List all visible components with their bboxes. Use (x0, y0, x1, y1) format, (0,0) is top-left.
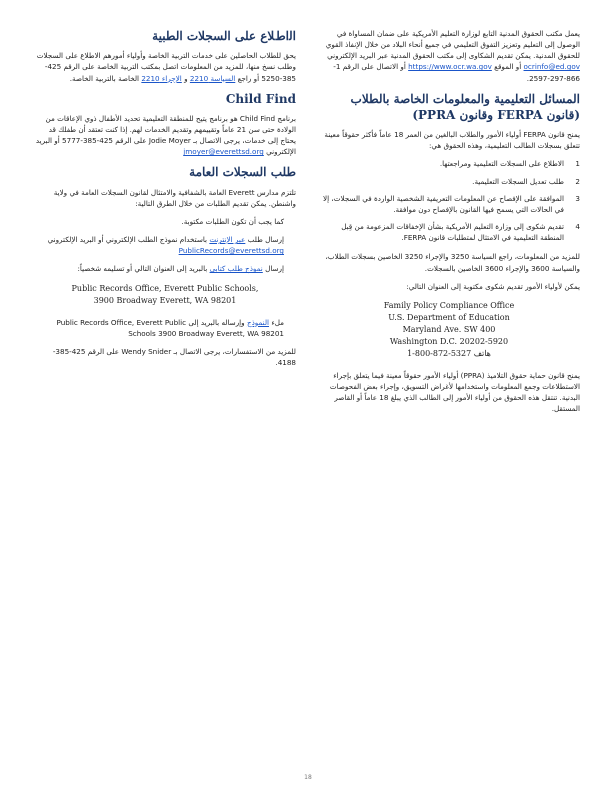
public-records-note: ﻛﻤﺎ ﻳﺠﺐ ﺃﻥ ﺗﻜﻮﻥ ﺍﻟﻄﻠﺒﺎﺕ ﻣﻜﺘﻮﺑﺔ. (181, 216, 284, 226)
medical-records-heading: ﺍﻟﺍﻁﻼﻉ ﻋﻠﻰ ﺍﻟﺴﺠﻼﺕ ﺍﻟﻄﺒﻴﺔ (152, 29, 296, 43)
ferpa-ppra-heading: ﺍﻟﻤﺴﺎﺋﻞ ﺍﻟﺘﻌﻠﻴﻤﻴﺔ ﻭﺍﻟﻤﻌﻠﻮﻣﺎﺕ ﺍﻟﺨﺎﺻﺔ ﺑﺎﻟﻄﻼﺏ (ﻗﺎﻧﻮﻥ FERPA ﻭﻗﺎﻧﻮﻥ PPRA) (350, 91, 580, 122)
public-records-contact: ﻟﻠﻤﺰﻳﺪ ﻣﻦ ﺍﻻﺳﺘﻔﺴﺎﺭﺍﺕ، ﻳﺮﺟﻰ ﺍﻻﺗﺼﺎﻝ ﺑـ Wendy Snider ﻋﻠﻰ ﺍﻟﺮﻗﻢ 425-385-4188. (52, 346, 296, 368)
jmoyer-email-link[interactable]: jmoyer@everettsd.org (183, 147, 264, 157)
fpco-address: Family Policy Compliance Office U.S. Department of Education Maryland Ave. SW 400 Washington D.C. 20202-5920 1-800-872-5327 ﻫﺎﺗﻒ (383, 300, 515, 358)
page-number: 18 (304, 774, 312, 781)
ocr-website-link[interactable]: https://www.ocr.wa.gov (408, 62, 492, 72)
list-item: 4 ﺗﻘﺪﻳﻢ ﺷﻜﻮﻯ ﺇﻟﻰ ﻭﺯﺍﺭﺓ ﺍﻟﺘﻌﻠﻴﻢ ﺍﻷﻣﺮﻳﻜﻴﺔ ﺑﺸﺄﻥ ﺍﻹﺧﻔﺎﻗﺎﺕ ﺍﻟﻤﺰﻋﻮﻣﺔ ﻣﻦ ﻗِﺒﻞ ﺍﻟﻤﻨﻄﻘﺔ ﺍﻟﺘﻌﻠﻴﻤﻴﺔ ﻓﻲ ﺍﻻﻣﺘﺜﺎﻝ ﻟﻤﺘﻄﻠﺒﺎﺕ ﻗﺎﻧﻮﻥ FERPA. (341, 222, 580, 243)
medical-records-paragraph: ﻳﺤﻖ ﻟﻠﻄﻼﺏ ﺍﻟﺤﺎﺻﻠﻴﻦ ﻋﻠﻰ ﺧﺪﻣﺎﺕ ﺍﻟﺘﺮﺑﻴﺔ ﺍﻟﺨﺎﺻﺔ ﻭﺃﻭﻟﻴﺎﺀ ﺃﻣﻮﺭﻫﻢ ﺍﻻﻃﻼﻉ ﻋﻠﻰ ﺍﻟﺴﺠﻼﺕ ﻭﻃﻠﺐ ﻧﺴﺦ ﻣﻨﻬﺎ، ﻟﻠﻤﺰﻳﺪ ﻣﻦ ﺍﻟﻤﻌﻠﻮﻣﺎﺕ ﺍﺗﺼﻞ ﺑﻤﻜﺘﺐ ﺍﻟﺘﺮﺑﻴﺔ ﺍﻟﺨﺎﺻﺔ ﻋﻠﻰ ﺍﻟﺮﻗﻢ 425-385-5250 ﺃﻭ ﺭﺍﺟﻊ ﺍﻟﺴﻴﺎﺳﺔ 2210 ﻭ ﺍﻹﺟﺮﺍﺀ 2210 ﺍﻟﺨﺎﺻﺔ ﺑﺎﻟﺘﺮﺑﻴﺔ ﺍﻟﺨﺎﺻﺔ. (36, 51, 296, 83)
form-link[interactable]: ﺍﻟﻨﻤﻮﺫﺝ (246, 317, 270, 327)
ferpa-intro: ﻳﻤﻨﺢ ﻗﺎﻧﻮﻥ FERPA ﺃﻭﻟﻴﺎﺀ ﺍﻷﻣﻮﺭ ﻭﺍﻟﻄﻼﺏ ﺍﻟﺒﺎﻟﻐﻴﻦ ﻣﻦ ﺍﻟﻌﻤﺮ 18 ﻋﺎﻣﺎً ﻓﺄﻛﺜﺮ ﺣﻘﻮﻗﺎً ﻣﻌﻴﻨﺔ ﺗﺘﻌﻠﻖ ﺑﺴﺠﻼﺕ ﺍﻟﻄﺎﻟﺐ ﺍﻟﺘﻌﻠﻴﻤﻴﺔ، ﻭﻫﺬﻩ ﺍﻟﺤﻘﻮﻕ ﻫﻲ: (324, 130, 580, 151)
ocr-paragraph: ﻳﻌﻤﻞ ﻣﻜﺘﺐ ﺍﻟﺤﻘﻮﻕ ﺍﻟﻤﺪﻧﻴﺔ ﺍﻟﺘﺎﺑﻊ ﻟﻮﺯﺍﺭﺓ ﺍﻟﺘﻌﻠﻴﻢ ﺍﻷﻣﺮﻳﻜﻴﺔ ﻋﻠﻰ ﺿﻤﺎﻥ ﺍﻟﻤﺴﺎﻭﺍﺓ ﻓﻲ ﺍﻟﻮﺻﻮﻝ ﺇﻟﻰ ﺍﻟﺘﻌﻠﻴﻢ ﻭﺗﻌﺰﻳﺰ ﺍﻟﺘﻔﻮﻕ ﺍﻟﺘﻌﻠﻴﻤﻲ ﻓﻲ ﺟﻤﻴﻊ ﺃﻧﺤﺎﺀ ﺍﻟﺒﻼﺩ ﻣﻦ ﺧﻼﻝ ﺍﻹﻧﻔﺎﺫ ﺍﻟﻘﻮﻱ ﻟﻠﺤﻘﻮﻕ ﺍﻟﻤﺪﻧﻴﺔ. ﻳﻤﻜﻦ ﺗﻘﺪﻳﻢ ﺍﻟﺸﻜﺎﻭﻯ ﺇﻟﻰ ﻣﻜﺘﺐ ﺍﻟﺤﻘﻮﻕ ﺍﻟﻤﺪﻧﻴﺔ ﻋﺒﺮ ﺍﻟﺒﺮﻳﺪ ﺍﻹﻟﻜﺘﺮﻭﻧﻲ ocrinfo@ed.gov ﺃﻭ ﺍﻟﻤﻮﻗﻊ https://www.ocr.wa.gov ﺃﻭ ﺍﻻﺗﺼﺎﻝ ﻋﻠﻰ ﺍﻟﺮﻗﻢ 1-866-297-2597. (325, 29, 580, 83)
publicrecords-email-link[interactable]: PublicRecords@everettsd.org (178, 246, 284, 256)
child-find-paragraph: ﺑﺮﻧﺎﻣﺞ Child Find ﻫﻮ ﺑﺮﻧﺎﻣﺞ ﻳﺘﻴﺢ ﻟﻠﻤﻨﻄﻘﺔ ﺍﻟﺘﻌﻠﻴﻤﻴﺔ ﺗﺤﺪﻳﺪ ﺍﻷﻃﻔﺎﻝ ﺫﻭﻱ ﺍﻹﻋﺎﻗﺎﺕ ﻣﻦ ﺍﻟﻮﻻﺩﺓ ﺣﺘﻰ ﺳﻦ 21 ﻋﺎﻣﺎً ﻭﺗﻘﻴﻴﻤﻬﻢ ﻭﺗﻘﺪﻳﻢ ﺍﻟﺨﺪﻣﺎﺕ ﻟﻬﻢ. ﺇﺫﺍ ﻛﻨﺖ ﺗﻌﺘﻘﺪ ﺃﻥ ﻃﻔﻠﻚ ﻗﺪ ﻳﺤﺘﺎﺝ ﺇﻟﻰ ﺧﺪﻣﺎﺕ، ﻳﺮﺟﻰ ﺍﻻﺗﺼﺎﻝ ﺑـ Jodie Moyer ﻋﻠﻰ ﺍﻟﺮﻗﻢ 425-385-5777 ﺃﻭ ﺍﻟﺒﺮﻳﺪ ﺍﻹﻟﻜﺘﺮﻭﻧﻲ jmoyer@everettsd.org (35, 113, 296, 157)
left-column (34, 28, 296, 375)
public-records-heading: ﻃﻠﺐ ﺍﻟﺴﺠﻼﺕ ﺍﻟﻌﺎﻣﺔ (189, 165, 296, 180)
right-column (318, 28, 580, 422)
method-mail: ﻣﻞﺀ ﺍﻟﻨﻤﻮﺫﺝ ﻭﺇﺭﺳﺎﻟﻪ ﺑﺎﻟﺒﺮﻳﺪ ﺇﻟﻰ Public Records Office, Everett Public Schools 3900 Broadway Everett, WA 98201 (56, 317, 284, 338)
ferpa-rights-list (318, 158, 580, 243)
method-written: ﺇﺭﺳﺎﻝ ﻧﻤﻮﺫﺝ ﻃﻠﺐ ﻛﺘﺎﺑﻲ ﺑﺎﻟﺒﺮﻳﺪ ﺇﻟﻰ ﺍﻟﻌﻨﻮﺍﻥ ﺍﻟﺘﺎﻟﻲ ﺃﻭ ﺗﺴﻠﻴﻤﻪ ﺷﺨﺼﻴﺎً: (77, 264, 284, 274)
list-item: 2 ﻃﻠﺐ ﺗﻌﺪﻳﻞ ﺍﻟﺴﺠﻼﺕ ﺍﻟﺘﻌﻠﻴﻤﻴﺔ. (472, 176, 580, 186)
ppra-paragraph: ﻳﻤﻨﺢ ﻗﺎﻧﻮﻥ ﺣﻤﺎﻳﺔ ﺣﻘﻮﻕ ﺍﻟﺘﻼﻣﻴﺬ (PPRA) ﺃﻭﻟﻴﺎﺀ ﺍﻷﻣﻮﺭ ﺣﻘﻮﻗﺎً ﻣﻌﻴﻨﺔ ﻓﻴﻤﺎ ﻳﺘﻌﻠﻖ ﺑﺈﺟﺮﺍﺀ ﺍﻻﺳﺘﻄﻼﻋﺎﺕ ﻭﺟﻤﻊ ﺍﻟﻤﻌﻠﻮﻣﺎﺕ ﻭﺍﺳﺘﺨﺪﺍﻣﻬﺎ ﻷﻏﺮﺍﺽ ﺍﻟﺘﺴﻮﻳﻖ، ﻭﺇﺟﺮﺍﺀ ﺑﻌﺾ ﺍﻟﻔﺤﻮﺻﺎﺕ ﺍﻟﺒﺪﻧﻴﺔ. ﺗﻨﺘﻘﻞ ﻫﺬﻩ ﺍﻟﺤﻘﻮﻕ ﻣﻦ ﺃﻭﻟﻴﺎﺀ ﺍﻷﻣﻮﺭ ﺇﻟﻰ ﺍﻟﻄﺎﻟﺐ ﺍﻟﺬﻱ ﻳﺒﻠﻎ 18 ﻋﺎﻣﺎً ﺃﻭ ﺍﻟﻘﺎﺻﺮ ﺍﻟﻤﺴﺘﻘﻞ. (329, 370, 580, 414)
public-records-address: Public Records Office, Everett Public Schools, 3900 Broadway Everett, WA 98201 (71, 283, 259, 305)
online-request-link[interactable]: ﻋﺒﺮ ﺍﻹﻧﺘﺮﻧﺖ (209, 235, 246, 245)
policy-2210-link[interactable]: ﺍﻟﺴﻴﺎﺳﺔ 2210 (189, 73, 236, 83)
written-form-link[interactable]: ﻧﻤﻮﺫﺝ ﻃﻠﺐ ﻛﺘﺎﺑﻲ (209, 264, 263, 274)
method-online: ﺇﺭﺳﺎﻝ ﻃﻠﺐ ﻋﺒﺮ ﺍﻹﻧﺘﺮﻧﺖ ﺑﺎﺳﺘﺨﺪﺍﻡ ﻧﻤﻮﺫﺝ ﺍﻟﻄﻠﺐ ﺍﻹﻟﻜﺘﺮﻭﻧﻲ ﺃﻭ ﺍﻟﺒﺮﻳﺪ ﺍﻹﻟﻜﺘﺮﻭﻧﻲ PublicRecords@everettsd.org (47, 235, 284, 256)
complaint-intro: ﻳﻤﻜﻦ ﻷﻭﻟﻴﺎﺀ ﺍﻷﻣﻮﺭ ﺗﻘﺪﻳﻢ ﺷﻜﻮﻯ ﻣﻜﺘﻮﺑﺔ ﺇﻟﻰ ﺍﻟﻌﻨﻮﺍﻥ ﺍﻟﺘﺎﻟﻲ: (406, 281, 580, 291)
ferpa-policies-paragraph: ﻟﻠﻤﺰﻳﺪ ﻣﻦ ﺍﻟﻤﻌﻠﻮﻣﺎﺕ، ﺭﺍﺟﻊ ﺍﻟﺴﻴﺎﺳﺔ 3250 ﻭﺍﻹﺟﺮﺍﺀ 3250 ﺍﻟﺨﺎﺻﻴﻦ ﺑﺴﺠﻼﺕ ﺍﻟﻄﻼﺏ، ﻭﺍﻟﺴﻴﺎﺳﺔ 3600 ﻭﺍﻹﺟﺮﺍﺀ 3600 ﺍﻟﺨﺎﺻﻴﻦ ﺑﺎﻟﺴﺠﻼﺕ. (325, 252, 580, 273)
ocr-email-link[interactable]: ocrinfo@ed.gov (523, 62, 580, 72)
child-find-heading: Child Find (225, 91, 296, 106)
list-item: 1 ﺍﻻﻃﻼﻉ ﻋﻠﻰ ﺍﻟﺴﺠﻼﺕ ﺍﻟﺘﻌﻠﻴﻤﻴﺔ ﻭﻣﺮﺍﺟﻌﺘﻬﺎ. (439, 159, 580, 169)
public-records-intro: ﺗﻠﺘﺰﻡ ﻣﺪﺍﺭﺱ Everett ﺍﻟﻌﺎﻣﺔ ﺑﺎﻟﺸﻔﺎﻓﻴﺔ ﻭﺍﻻﻣﺘﺜﺎﻝ ﻟﻘﺎﻧﻮﻥ ﺍﻟﺴﺠﻼﺕ ﺍﻟﻌﺎﻣﺔ ﻓﻲ ﻭﻻﻳﺔ ﻭﺍﺷﻨﻄﻦ. ﻳﻤﻜﻦ ﺗﻘﺪﻳﻢ ﺍﻟﻄﻠﺒﺎﺕ ﻣﻦ ﺧﻼﻝ ﺍﻟﻄﺮﻕ ﺍﻟﺘﺎﻟﻴﺔ: (53, 187, 296, 208)
list-item: 3 ﺍﻟﻤﻮﺍﻓﻘﺔ ﻋﻠﻰ ﺍﻹﻓﺼﺎﺡ ﻋﻦ ﺍﻟﻤﻌﻠﻮﻣﺎﺕ ﺍﻟﺘﻌﺮﻳﻔﻴﺔ ﺍﻟﺸﺨﺼﻴﺔ ﺍﻟﻮﺍﺭﺩﺓ ﻓﻲ ﺍﻟﺴﺠﻼﺕ، ﺇﻻ ﻓﻲ ﺍﻟﺤﺎﻻﺕ ﺍﻟﺘﻲ ﻳﺴﻤﺢ ﻓﻴﻬﺎ ﺍﻟﻘﺎﻧﻮﻥ ﺑﺎﻹﻓﺼﺎﺡ ﺩﻭﻥ ﻣﻮﺍﻓﻘﺔ. (323, 193, 580, 214)
procedure-2210-link[interactable]: ﺍﻹﺟﺮﺍﺀ 2210 (141, 73, 182, 83)
